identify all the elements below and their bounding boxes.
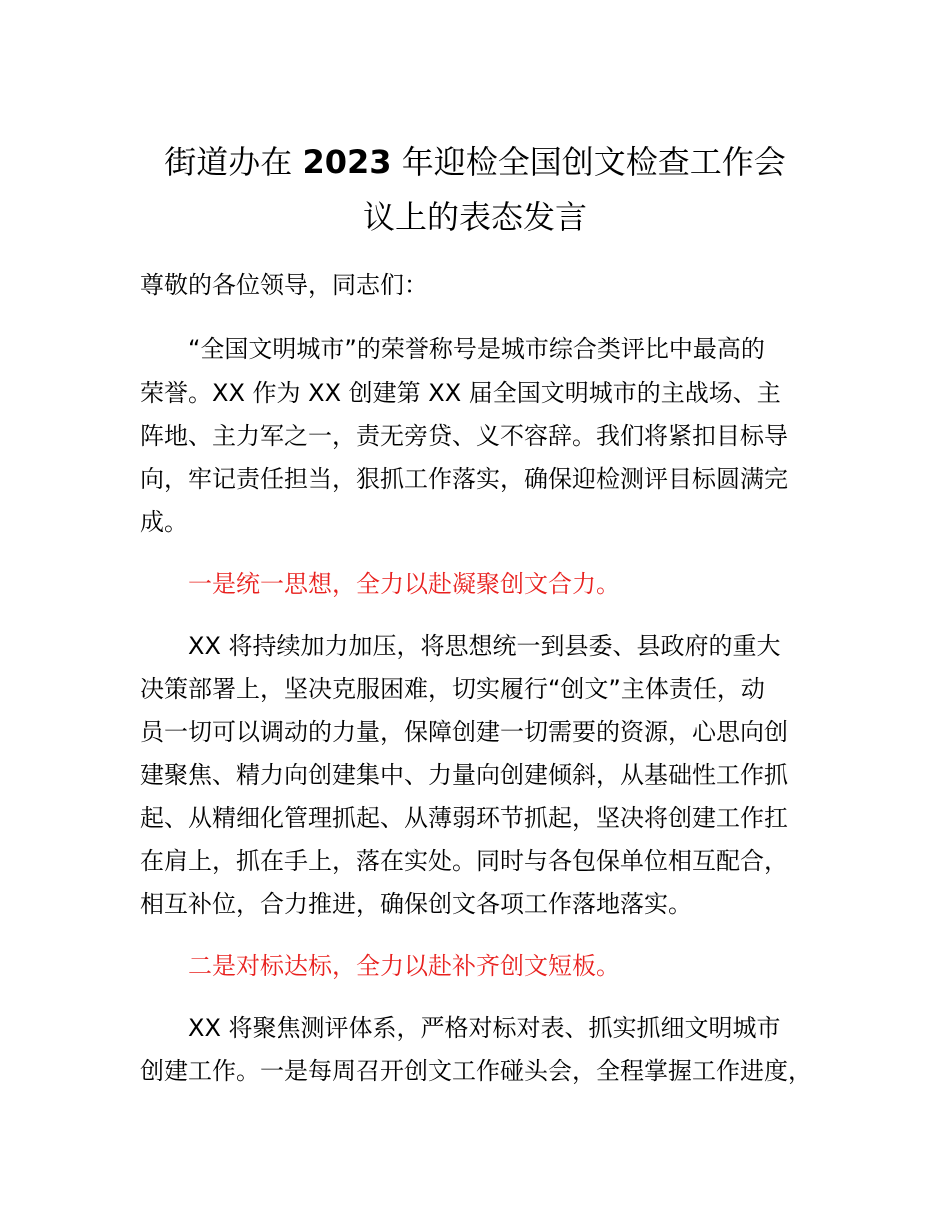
paragraph-2-line: XX 将持续加力加压，将思想统一到县委、县政府的重大	[188, 632, 781, 660]
title-year: 2023	[302, 143, 392, 181]
paragraph-2-line: 建聚焦、精力向创建集中、力量向创建倾斜，从基础性工作抓	[140, 761, 788, 789]
paragraph-2-line: 相互补位，合力推进，确保创文各项工作落地落实。	[140, 890, 692, 918]
paragraph-2-line: 在肩上，抓在手上，落在实处。同时与各包保单位相互配合，	[140, 847, 788, 875]
paragraph-1-line: 成。	[140, 508, 188, 536]
paragraph-1-line: 荣誉。XX 作为 XX 创建第 XX 届全国文明城市的主战场、主	[140, 379, 781, 407]
salutation: 尊敬的各位领导，同志们：	[140, 271, 428, 299]
paragraph-3-line: XX 将聚焦测评体系，严格对标对表、抓实抓细文明城市	[188, 1014, 781, 1042]
paragraph-2-line: 员一切可以调动的力量，保障创建一切需要的资源，心思向创	[140, 718, 788, 746]
paragraph-1-line: 向，牢记责任担当，狠抓工作落实，确保迎检测评目标圆满完	[140, 465, 788, 493]
paragraph-1-line: “全国文明城市”的荣誉称号是城市综合类评比中最高的	[188, 335, 765, 363]
document-title-line-1	[100, 142, 850, 182]
title-prefix: 街道办在	[164, 143, 293, 181]
section-heading-2: 二是对标达标，全力以赴补齐创文短板。	[188, 952, 620, 980]
paragraph-3-line: 创建工作。一是每周召开创文工作碰头会，全程掌握工作进度，	[140, 1057, 812, 1085]
paragraph-2-line: 决策部署上，坚决克服困难，切实履行“创文”主体责任，动	[140, 675, 765, 703]
title-suffix: 年迎检全国创文检查工作会	[401, 143, 786, 181]
document-title-line-2: 议上的表态发言	[362, 198, 587, 236]
paragraph-1-line: 阵地、主力军之一，责无旁贷、义不容辞。我们将紧扣目标导	[140, 422, 788, 450]
paragraph-2-line: 起、从精细化管理抓起、从薄弱环节抓起，坚决将创建工作扛	[140, 804, 788, 832]
section-heading-1: 一是统一思想，全力以赴凝聚创文合力。	[188, 570, 620, 598]
